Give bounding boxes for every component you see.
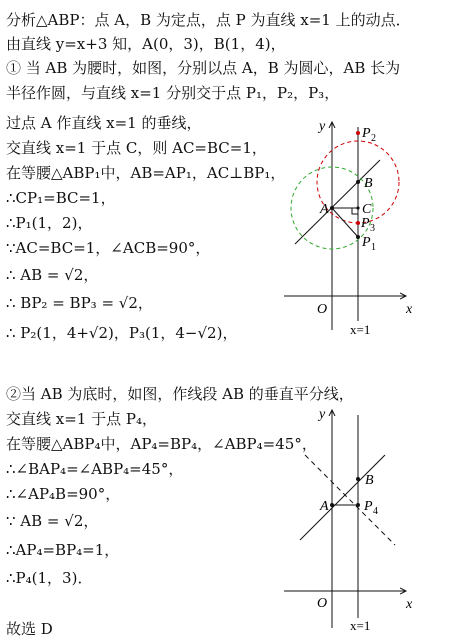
line-3: ① 当 AB 为腰时，如图，分别以点 A，B 为圆心，AB 长为 <box>6 59 401 77</box>
label-p4-sub: 4 <box>373 506 378 517</box>
label-p1: P <box>362 235 371 250</box>
figure-2-coordinate-diagram <box>270 400 430 640</box>
y-axis-label-2: y <box>319 407 326 422</box>
line-21: ∴P₄(1，3)． <box>6 569 93 587</box>
line-18: ∴∠AP₄B=90°， <box>6 485 121 503</box>
line-10: ∵AC=BC=1，∠ACB=90°， <box>6 239 211 257</box>
label-p1-sub: 1 <box>371 242 376 253</box>
label-p2: P <box>362 126 371 141</box>
point-p3 <box>356 221 360 225</box>
label-b: B <box>364 176 373 191</box>
label-p2-sub: 2 <box>371 133 376 144</box>
line-17: ∴∠BAP₄=∠ABP₄=45°， <box>6 460 184 478</box>
line-y-equals-x-plus-3-2 <box>300 455 385 540</box>
line-11: ∴ AB = √2， <box>6 266 99 284</box>
x1-label-2: x=1 <box>350 618 371 633</box>
label-a: A <box>320 202 329 217</box>
line-4: 半径作圆，与直线 x=1 分别交于点 P₁，P₂，P₃， <box>6 84 340 102</box>
label-c: C <box>362 202 372 217</box>
line-6: 交直线 x=1 于点 C，则 AC=BC=1， <box>6 139 267 157</box>
x-axis-label: x <box>406 302 413 317</box>
label-b-2: B <box>365 473 374 488</box>
line-5: 过点 A 作直线 x=1 的垂线， <box>6 114 202 132</box>
perpendicular-bisector <box>305 455 395 545</box>
x-axis-label-2: x <box>406 597 413 612</box>
origin-label: O <box>317 302 328 317</box>
line-7: 在等腰△ABP₁中，AB=AP₁，AC⊥BP₁， <box>6 164 286 182</box>
line-9: ∴P₁(1，2)， <box>6 214 93 232</box>
line-19: ∵ AB = √2， <box>6 512 99 530</box>
line-22: 故选 D <box>6 620 53 638</box>
label-p4: P <box>364 499 373 514</box>
line-14: ②当 AB 为底时，如图，作线段 AB 的垂直平分线， <box>6 385 354 403</box>
line-8: ∴CP₁=BC=1， <box>6 189 116 207</box>
label-p3: P <box>361 216 370 231</box>
point-a <box>330 206 334 210</box>
line-15: 交直线 x=1 于点 P₄， <box>6 410 157 428</box>
point-p4 <box>356 503 360 507</box>
origin-label-2: O <box>317 596 328 611</box>
x1-label: x=1 <box>350 322 371 337</box>
figure-1-coordinate-diagram <box>270 112 430 342</box>
line-13: ∴ P₂(1，4+√2)，P₃(1，4−√2)， <box>6 324 238 342</box>
line-12: ∴ BP₂ = BP₃ = √2， <box>6 294 153 312</box>
point-p2 <box>356 131 360 135</box>
point-b <box>356 180 360 184</box>
line-16: 在等腰△ABP₄中，AP₄=BP₄，∠ABP₄=45°， <box>6 435 317 453</box>
label-a-2: A <box>320 499 329 514</box>
y-axis-label: y <box>319 119 326 134</box>
point-a-2 <box>330 503 334 507</box>
point-b-2 <box>356 477 360 481</box>
line-20: ∴AP₄=BP₄=1， <box>6 541 120 559</box>
point-p1 <box>356 235 360 239</box>
line-1: 分析△ABP：点 A，B 为定点，点 P 为直线 x=1 上的动点． <box>6 11 411 29</box>
line-2: 由直线 y=x+3 知，A(0，3)，B(1，4)， <box>6 35 286 53</box>
label-p3-sub: 3 <box>370 223 375 234</box>
segment-a-p1 <box>332 208 358 237</box>
point-c <box>356 206 359 209</box>
